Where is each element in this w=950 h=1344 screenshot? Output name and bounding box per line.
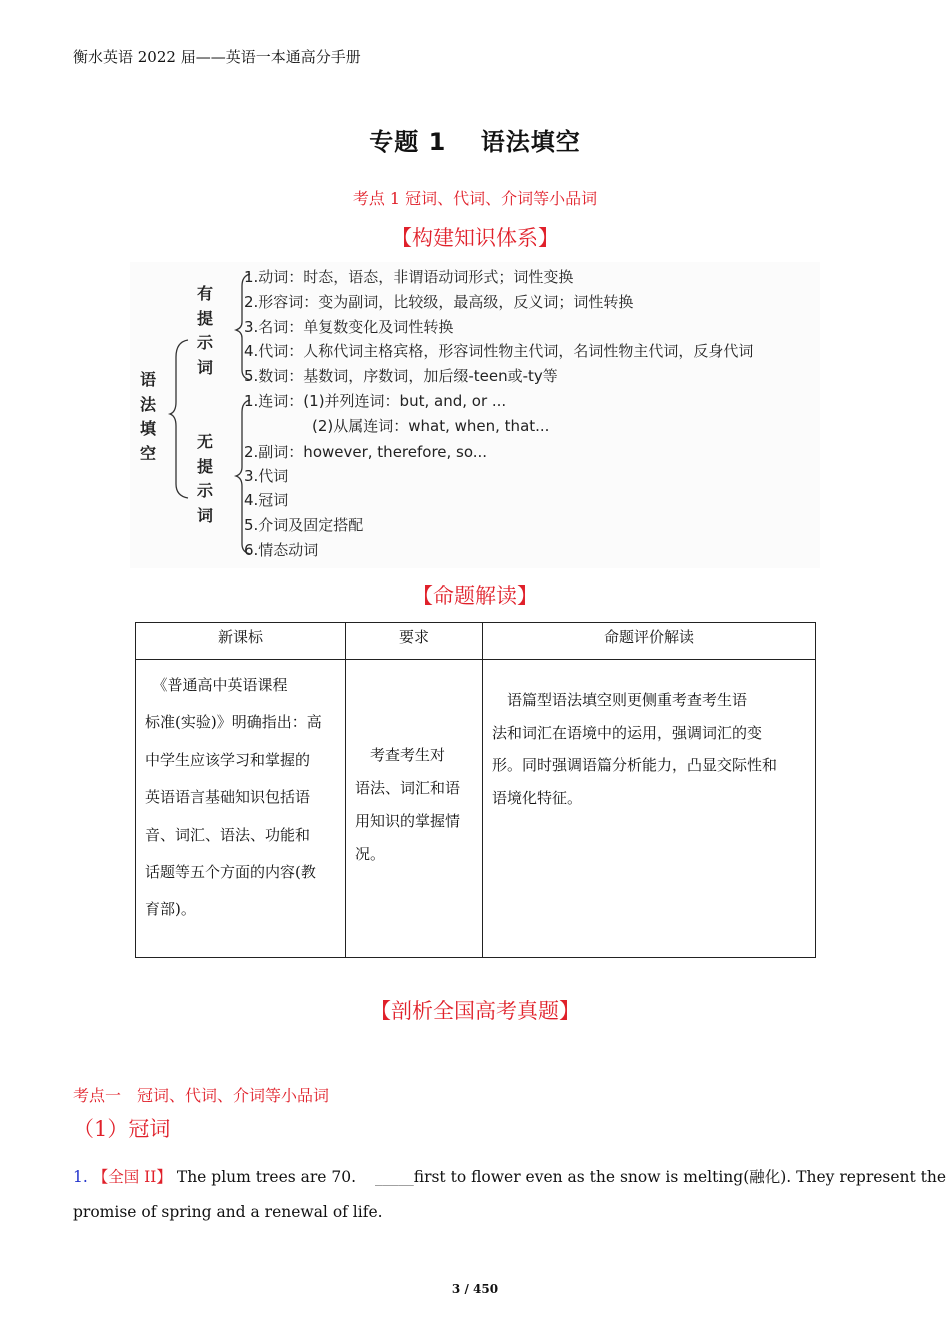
question-source: 【全国 II】 <box>92 1168 172 1186</box>
diagram-item: 3.名词：单复数变化及词性转换 <box>244 318 454 336</box>
cell-line: 考查考生对 <box>355 746 446 764</box>
diagram-root: 语法填空 <box>140 370 157 463</box>
kaodian-heading: 考点 1 冠词、代词、介词等小品词 <box>352 189 598 208</box>
diagram-item: 2.副词：however, therefore, so... <box>244 443 488 461</box>
diagram-item: (2)从属连词：what, when, that... <box>312 417 550 435</box>
answer-blank[interactable]: _____ <box>374 1168 414 1186</box>
diagram-without-hint: 无提示词 <box>197 432 214 525</box>
cell-line: 用知识的掌握情 <box>355 812 461 830</box>
diagram-item: 1.动词：时态，语态，非谓语动词形式；词性变换 <box>244 268 574 286</box>
cell-line: 形。同时强调语篇分析能力，凸显交际性和 <box>492 756 778 774</box>
section-heading-knowledge: 【构建知识体系】 <box>391 226 559 250</box>
question-1 <box>73 1165 947 1187</box>
topic-heading: 考点一 冠词、代词、介词等小品词 <box>73 1086 330 1105</box>
cell-line: 音、词汇、语法、功能和 <box>145 825 311 844</box>
page-title: 专题 1 语法填空 <box>369 128 581 156</box>
question-text: The plum trees are 70. <box>176 1168 357 1186</box>
table-cell-interpretation <box>483 660 816 958</box>
diagram-item: 1.连词：(1)并列连词：but, and, or ... <box>244 392 507 410</box>
table-cell-requirement <box>346 660 483 958</box>
table-header-row <box>136 623 816 660</box>
cell-line: 语篇型语法填空则更侧重考查考生语 <box>492 691 748 709</box>
diagram-item: 4.代词：人称代词主格宾格，形容词性物主代词，名词性物主代词，反身代词 <box>244 342 754 360</box>
cell-line: 中学生应该学习和掌握的 <box>145 750 311 769</box>
diagram-with-hint: 有提示词 <box>197 284 214 377</box>
interpretation-table <box>135 622 816 958</box>
diagram-item: 2.形容词：变为副词，比较级，最高级，反义词；词性转换 <box>244 293 634 311</box>
cell-line: 标准(实验)》明确指出：高 <box>145 713 322 732</box>
diagram-item: 3.代词 <box>244 467 289 485</box>
running-header: 衡水英语 2022 届——英语一本通高分手册 <box>73 48 361 66</box>
cell-line: 法和词汇在语境中的运用，强调词汇的变 <box>492 723 763 742</box>
cell-line: 英语语言基础知识包括语 <box>145 788 311 807</box>
cell-line: 育部)。 <box>145 900 196 919</box>
table-cell-standard <box>136 660 346 958</box>
section-heading-interpretation: 【命题解读】 <box>412 584 538 608</box>
section-heading-exam-analysis: 【剖析全国高考真题】 <box>370 999 580 1023</box>
cell-line: 况。 <box>355 845 386 863</box>
question-number: 1. <box>73 1168 88 1186</box>
question-text-continued: promise of spring and a renewal of life. <box>73 1203 383 1221</box>
knowledge-diagram <box>130 262 820 568</box>
cell-line: 语法、词汇和语 <box>355 779 461 797</box>
header-cell: 命题评价解读 <box>483 623 816 660</box>
header-cell: 新课标 <box>136 623 346 660</box>
table-row <box>136 660 816 958</box>
diagram-item: 5.介词及固定搭配 <box>244 516 364 534</box>
header-cell: 要求 <box>346 623 483 660</box>
subtopic-heading: （1）冠词 <box>73 1117 171 1141</box>
cell-line: 《普通高中英语课程 <box>145 676 288 694</box>
page-number: 3 / 450 <box>451 1282 499 1296</box>
cell-line: 语境化特征。 <box>492 788 583 807</box>
cell-line: 话题等五个方面的内容(教 <box>145 863 316 882</box>
diagram-item: 6.情态动词 <box>244 541 319 559</box>
diagram-item: 4.冠词 <box>244 491 289 509</box>
diagram-item: 5.数词：基数词，序数词，加后缀-teen或-ty等 <box>244 367 558 385</box>
question-text: first to flower even as the snow is melting(融化). They represent the <box>413 1168 947 1186</box>
